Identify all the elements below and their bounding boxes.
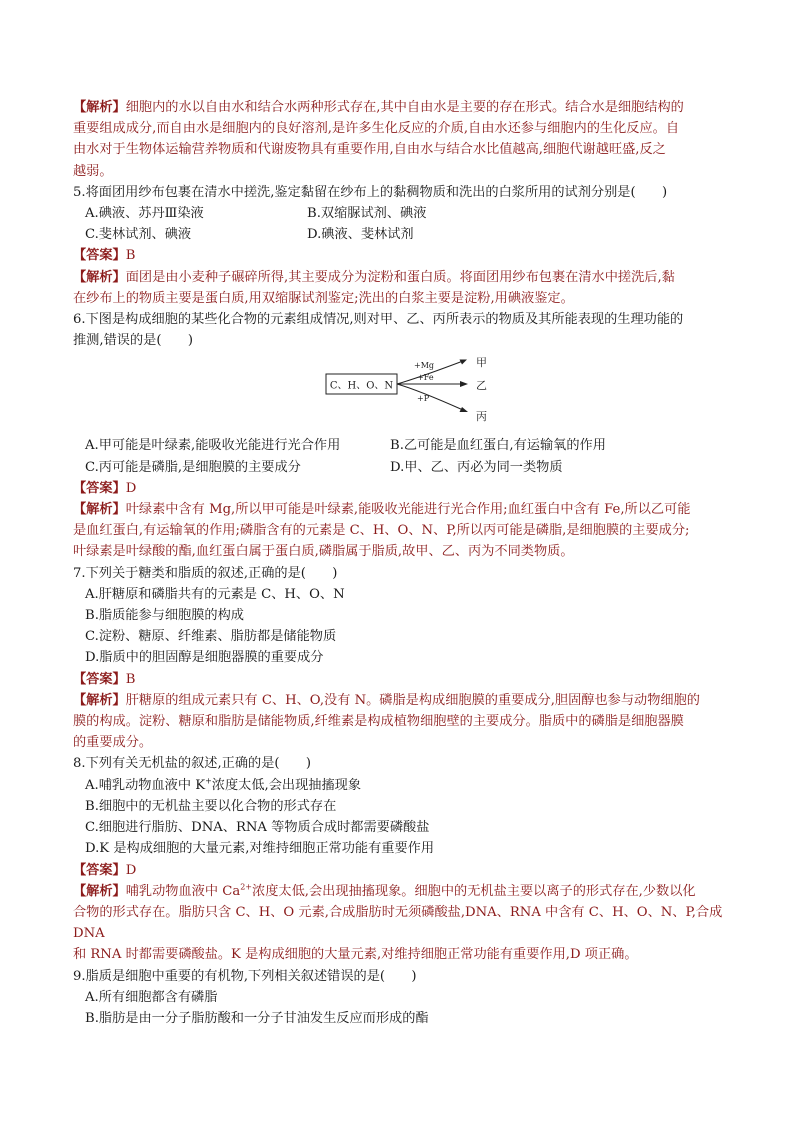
arrowhead-bing (460, 407, 469, 412)
q8-option-c: C.细胞进行脂肪、DNA、RNA 等物质合成时都需要磷酸盐 (85, 820, 430, 836)
q6-options-row-2 (73, 457, 723, 478)
q6-option-b: B.乙可能是血红蛋白,有运输氧的作用 (390, 438, 606, 454)
q5-stem: 5.将面团用纱布包裹在清水中搓洗,鉴定黏留在纱布上的黏稠物质和洗出的白浆所用的试剂分别是( ) (73, 184, 668, 200)
label-p: +P (417, 394, 430, 404)
q5-option-c: C.斐林试剂、碘液 (85, 227, 192, 243)
q8-analysis-line-2: 合物的形式存在。脂肪只含 C、H、O 元素,合成脂肪时无须磷酸盐,DNA、RNA 中含有 C、H、O、N、P,合成 DNA (73, 904, 723, 942)
q7-option-d: D.脂质中的胆固醇是细胞器膜的重要成分 (85, 650, 324, 666)
q5-analysis-line-1: 【解析】面团是由小麦种子碾碎所得,其主要成分为淀粉和蛋白质。将面团用纱布包裹在清水中搓洗后,黏 (73, 269, 675, 285)
diagram-source-label: C、H、O、N (329, 380, 394, 392)
q9-option-a: A.所有细胞都含有磷脂 (85, 989, 218, 1005)
q8-option-a: A.哺乳动物血液中 K+浓度太低,会出现抽搐现象 (85, 776, 362, 793)
q5-option-d: D.碘液、斐林试剂 (307, 227, 414, 243)
target-bing: 丙 (476, 410, 487, 424)
diagram-svg (323, 354, 543, 434)
analysis-tag: 【解析】 (73, 100, 126, 115)
prev-analysis-line-1: 【解析】细胞内的水以自由水和结合水两种形式存在,其中自由水是主要的存在形式。结合水是细胞结构的 (73, 100, 684, 115)
q7-analysis-line-3: 的重要成分。 (73, 735, 153, 751)
q6-options-row-1 (73, 435, 723, 456)
label-fe: +Fe (417, 373, 434, 383)
q7-option-c: C.淀粉、糖原、纤维素、脂肪都是储能物质 (85, 629, 337, 645)
answer-tag: 【答案】 (73, 248, 126, 264)
q6-answer: 【答案】D (73, 480, 137, 496)
q7-stem: 7.下列关于糖类和脂质的叙述,正确的是( ) (73, 565, 338, 581)
q8-analysis-line-3: 和 RNA 时都需要磷酸盐。K 是构成细胞的大量元素,对维持细胞正常功能有重要作用,D 项正确。 (73, 947, 638, 963)
q7-analysis-line-1: 【解析】肝糖原的组成元素只有 C、H、O,没有 N。磷脂是构成细胞膜的重要成分,胆固醇也参与动物细胞的 (73, 692, 700, 708)
diagram-arrowheads (460, 360, 469, 413)
target-yi: 乙 (476, 379, 487, 393)
analysis-tag: 【解析】 (73, 883, 126, 899)
label-mg: +Mg (414, 361, 435, 371)
q6-option-a: A.甲可能是叶绿素,能吸收光能进行光合作用 (85, 438, 341, 454)
prev-analysis-line-2: 重要组成成分,而自由水是细胞内的良好溶剂,是许多生化反应的介质,自由水还参与细胞内的生化反应。自 (73, 121, 680, 137)
q5-analysis-line-2: 在纱布上的物质主要是蛋白质,用双缩脲试剂鉴定;洗出的白浆主要是淀粉,用碘液鉴定。 (73, 290, 574, 306)
q7-analysis-line-2: 膜的构成。淀粉、糖原和脂肪是储能物质,纤维素是构成植物细胞壁的主要成分。脂质中的磷脂是细胞器膜 (73, 714, 684, 730)
q6-option-c: C.丙可能是磷脂,是细胞膜的主要成分 (85, 459, 301, 475)
q6-analysis-line-1: 【解析】叶绿素中含有 Mg,所以甲可能是叶绿素,能吸收光能进行光合作用;血红蛋白中含有 Fe,所以乙可能 (73, 502, 691, 518)
q7-answer: 【答案】B (73, 671, 136, 687)
analysis-tag: 【解析】 (73, 269, 126, 285)
q6-stem-line-2: 推测,错误的是( ) (73, 333, 193, 349)
q5-option-b: B.双缩脲试剂、碘液 (307, 206, 427, 222)
document-page (73, 97, 723, 1029)
q9-option-b: B.脂肪是由一分子脂肪酸和一分子甘油发生反应而形成的酯 (85, 1010, 429, 1026)
q5-answer: 【答案】B (73, 248, 136, 264)
q8-answer: 【答案】D (73, 862, 137, 878)
prev-analysis-line-4: 越弱。 (73, 163, 113, 179)
q7-option-a: A.肝糖原和磷脂共有的元素是 C、H、O、N (85, 586, 345, 602)
q6-analysis-line-2: 是血红蛋白,有运输氧的作用;磷脂含有的元素是 C、H、O、N、P,所以丙可能是磷脂,是细胞膜的主要成分; (73, 523, 690, 539)
arrow-to-bing (397, 384, 463, 410)
analysis-tag: 【解析】 (73, 692, 126, 708)
q8-option-b: B.细胞中的无机盐主要以化合物的形式存在 (85, 798, 337, 814)
answer-tag: 【答案】 (73, 480, 126, 496)
q6-option-d: D.甲、乙、丙必为同一类物质 (390, 459, 563, 475)
q7-option-b: B.脂质能参与细胞膜的构成 (85, 608, 244, 624)
answer-tag: 【答案】 (73, 671, 126, 687)
q6-analysis-line-3: 叶绿素是叶绿酸的酯,血红蛋白属于蛋白质,磷脂属于脂质,故甲、乙、丙为不同类物质。 (73, 544, 574, 560)
answer-tag: 【答案】 (73, 862, 126, 878)
element-composition-diagram (73, 351, 723, 435)
q8-option-d: D.K 是构成细胞的大量元素,对维持细胞正常功能有重要作用 (85, 841, 435, 857)
q5-options-row-2 (73, 224, 723, 245)
q8-stem: 8.下列有关无机盐的叙述,正确的是( ) (73, 756, 312, 772)
q6-stem-line-1: 6.下图是构成细胞的某些化合物的元素组成情况,则对甲、乙、丙所表示的物质及其所能表现的生理功能的 (73, 312, 684, 328)
analysis-tag: 【解析】 (73, 502, 126, 518)
target-jia: 甲 (476, 356, 487, 370)
prev-analysis-line-3: 由水对于生物体运输营养物质和代谢废物具有重要作用,自由水与结合水比值越高,细胞代谢越旺盛,反之 (73, 142, 666, 158)
q5-option-a: A.碘液、苏丹Ⅲ染液 (85, 206, 204, 222)
q5-options-row-1 (73, 203, 723, 224)
q9-stem: 9.脂质是细胞中重要的有机物,下列相关叙述错误的是( ) (73, 968, 417, 984)
arrowhead-yi (460, 381, 468, 387)
q8-analysis-line-1: 【解析】哺乳动物血液中 $Ca^{2+}$浓度太低,会出现抽搐现象。细胞中的无机盐主要以离子的形式存在,少数以化 (73, 882, 696, 899)
